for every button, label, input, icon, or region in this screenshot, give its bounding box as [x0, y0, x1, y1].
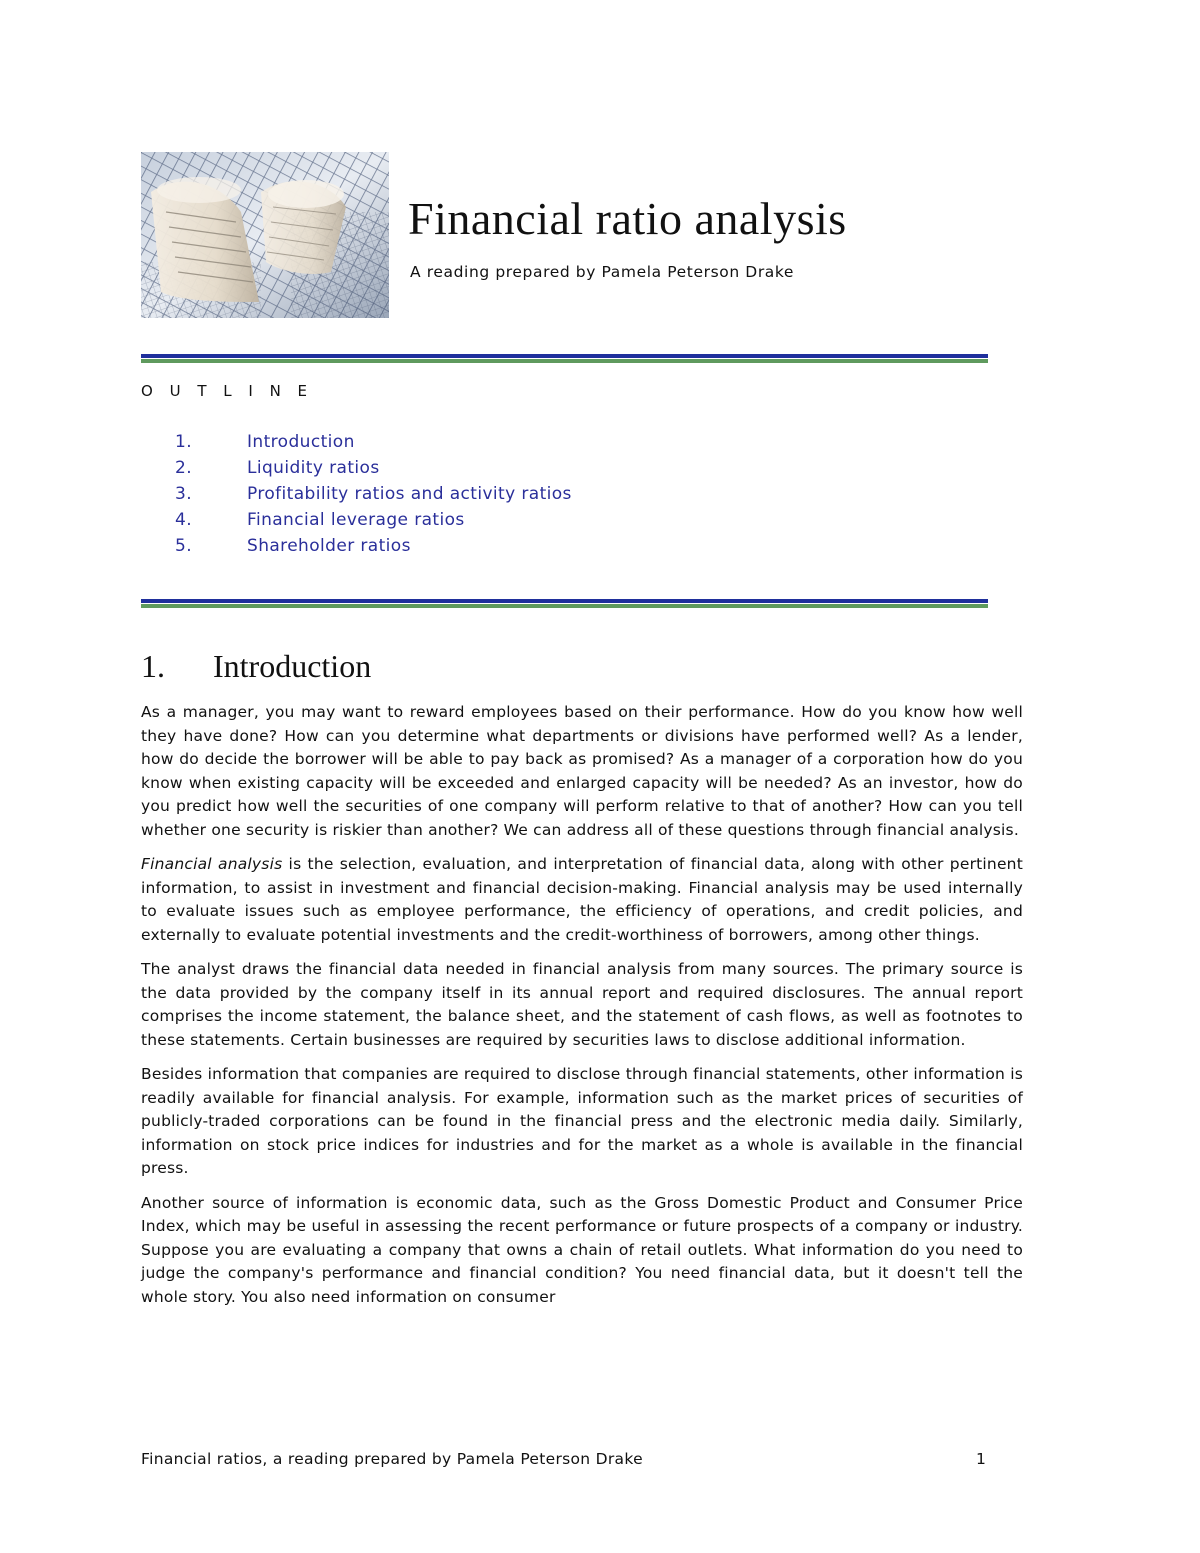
divider-top — [141, 354, 988, 364]
outline-link-shareholder-ratios[interactable]: Shareholder ratios — [247, 536, 411, 556]
paragraph-text: Besides information that companies are required to disclose through financial statements, other information is readily available for financial analysis. For example, information such as the market prices of securities of publicly-traded corporations can be found in the financial press and the electronic media daily. Similarly, information on stock price indices for industries and for the market as a whole is available in the financial press. — [141, 1065, 1023, 1177]
divider-bottom — [141, 599, 988, 609]
page-footer: Financial ratios, a reading prepared by Pamela Peterson Drake — [141, 1450, 643, 1468]
outline-item-number: 5. — [175, 536, 193, 556]
paragraph-text: Another source of information is economic data, such as the Gross Domestic Product and Consumer Price Index, which may be useful in assessing the recent performance or future prospects of a company or industry. Suppose you are evaluating a company that owns a chain of retail outlets. What information do you need to judge the company's performance and financial condition? You need financial data, but it doesn't tell the whole story. You also need information on consumer — [141, 1193, 1023, 1306]
section-title: Introduction — [213, 648, 372, 684]
defined-term: Financial analysis — [141, 855, 283, 873]
divider-blue-band — [141, 354, 988, 358]
rolled-papers-illustration — [141, 152, 389, 318]
header-photo — [141, 152, 389, 318]
divider-blue-band — [141, 599, 988, 603]
paragraph-text: As a manager, you may want to reward employees based on their performance. How do you know how well they have done? How can you determine what departments or divisions have performed well? As a lender, how do decide the borrower will be able to pay back as promised? As a manager of a corporation how do you know when existing capacity will be exceeded and enlarged capacity will be needed? As an investor, how do you predict how well the securities of one company will perform relative to that of another? How can you tell whether one security is riskier than another? We can address all of these questions through financial analysis. — [141, 703, 1023, 839]
outline-link-financial-leverage-ratios[interactable]: Financial leverage ratios — [247, 510, 465, 530]
body-paragraph — [141, 1063, 1023, 1181]
outline-link-liquidity-ratios[interactable]: Liquidity ratios — [247, 458, 380, 478]
outline-link-introduction[interactable]: Introduction — [247, 432, 355, 452]
outline-item-number: 4. — [175, 510, 193, 530]
body-paragraph — [141, 958, 1023, 1052]
outline-link-profitability-ratios[interactable]: Profitability ratios and activity ratios — [247, 484, 572, 504]
outline-item-number: 1. — [175, 432, 193, 452]
body-paragraph — [141, 1192, 1023, 1310]
divider-green-band — [141, 604, 988, 608]
divider-green-band — [141, 359, 988, 363]
section-body — [141, 701, 1023, 1320]
paragraph-text: is the selection, evaluation, and interpretation of financial data, along with other pertinent information, to assist in investment and financial decision-making. Financial analysis may be used internally to evaluate issues such as employee performance, the efficiency of operations, and credit policies, and externally to evaluate potential investments and the credit-worthiness of borrowers, among other things. — [141, 855, 1023, 944]
body-paragraph — [141, 853, 1023, 947]
page-number: 1 — [976, 1450, 986, 1468]
paragraph-text: The analyst draws the financial data needed in financial analysis from many sources. The primary source is the data provided by the company itself in its annual report and required disclosures. The annual report comprises the income statement, the balance sheet, and the statement of cash flows, as well as footnotes to these statements. Certain businesses are required by securities laws to disclose additional information. — [141, 960, 1023, 1049]
outline-heading: O U T L I N E — [141, 382, 314, 400]
section-heading-introduction — [141, 648, 371, 685]
body-paragraph — [141, 701, 1023, 842]
document-subtitle: A reading prepared by Pamela Peterson Drake — [410, 263, 795, 281]
outline-item-number: 2. — [175, 458, 193, 478]
outline-item-number: 3. — [175, 484, 193, 504]
section-number: 1. — [141, 648, 165, 684]
document-title: Financial ratio analysis — [408, 193, 847, 244]
